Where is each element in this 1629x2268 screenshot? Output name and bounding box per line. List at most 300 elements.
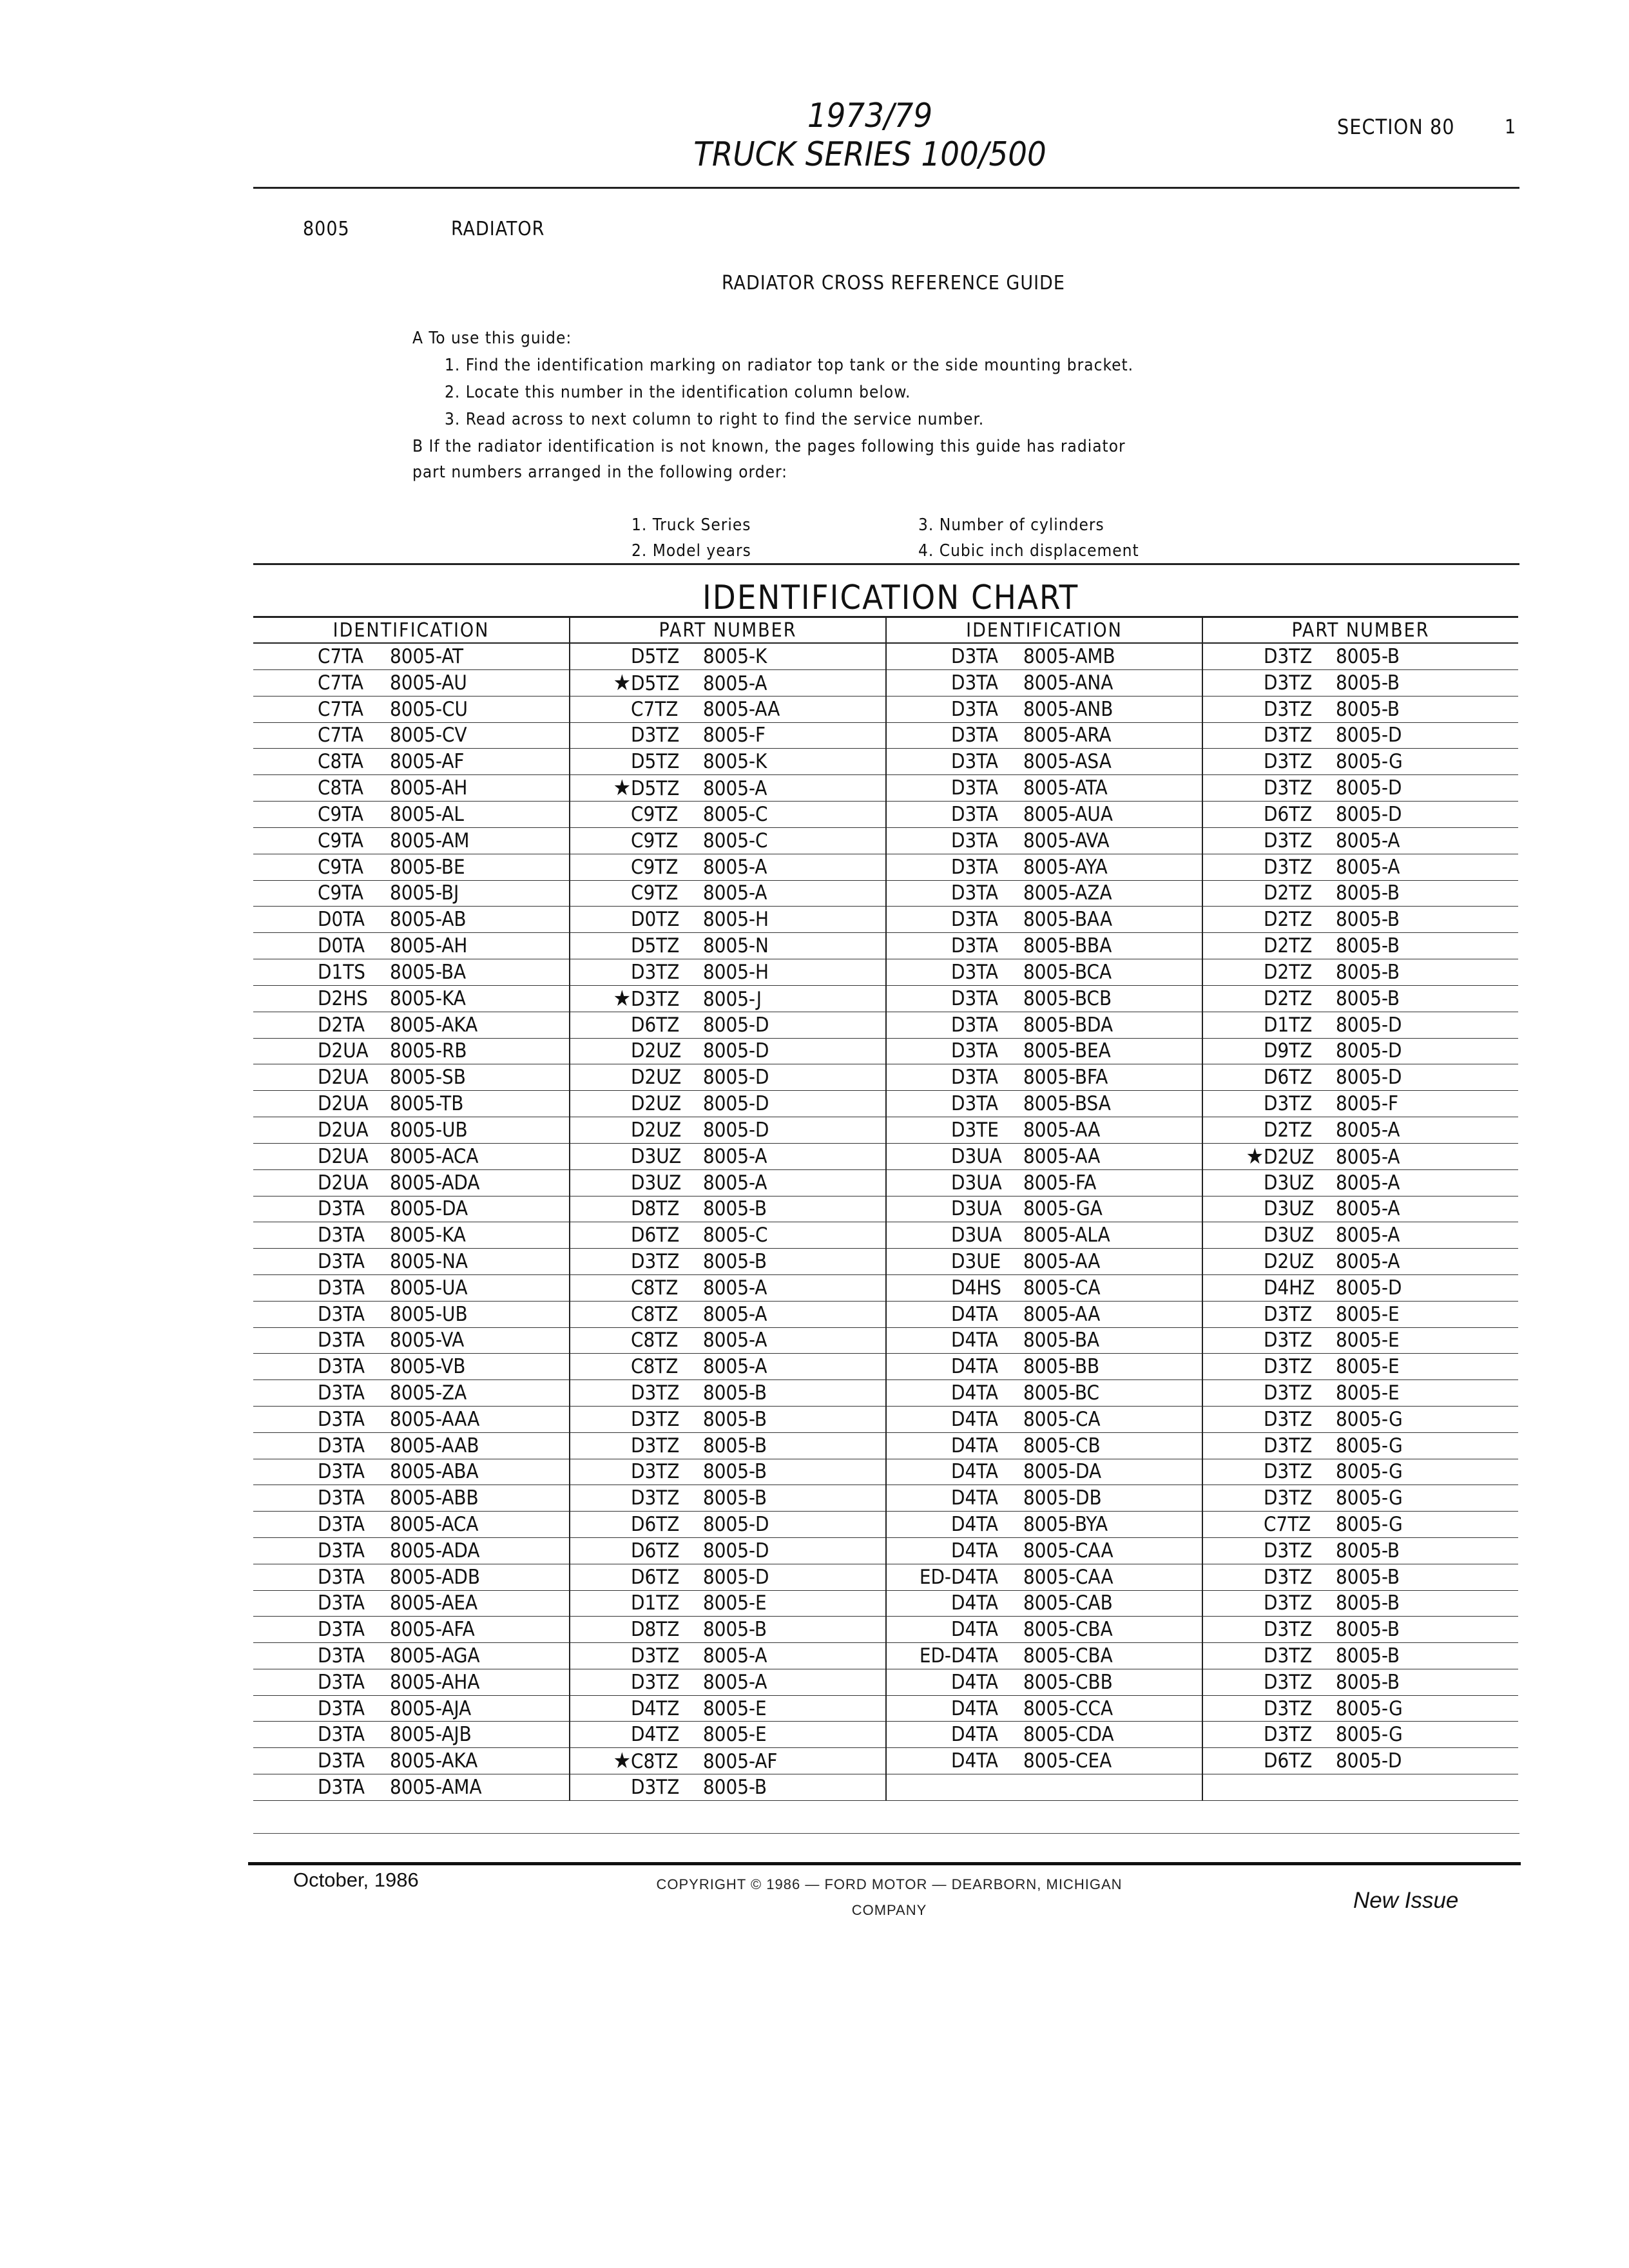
- part-number-code: D3TZ: [1264, 1486, 1313, 1510]
- part-number-cell: [1202, 1512, 1518, 1538]
- part-number-cell: [1202, 696, 1518, 722]
- part-number-cell: [1202, 854, 1518, 880]
- identification-suffix: 8005-AU: [390, 671, 467, 695]
- part-number-cell: [1202, 749, 1518, 775]
- guide-title: RADIATOR CROSS REFERENCE GUIDE: [722, 272, 1065, 294]
- identification-suffix: 8005-AAB: [390, 1434, 479, 1457]
- part-number-cell: [1202, 1117, 1518, 1143]
- part-number-suffix: 8005-C: [703, 1224, 768, 1247]
- part-number-cell: [570, 1091, 886, 1117]
- part-number-code: D2TZ: [1264, 908, 1313, 932]
- part-number-suffix: 8005-A: [703, 1644, 767, 1667]
- identification-code: D3TA: [318, 1302, 365, 1326]
- instruction-step-1: 1. Find the identification marking on radiator top tank or the side mounting bracket.: [445, 356, 1134, 375]
- part-number-suffix: 8005-B: [703, 1460, 767, 1484]
- part-number-cell: [570, 1038, 886, 1064]
- part-number-cell: [570, 1643, 886, 1669]
- part-number-suffix: 8005-A: [1336, 1118, 1400, 1142]
- order-item-1: 1. Truck Series: [631, 515, 751, 535]
- identification-suffix: 8005-AB: [390, 908, 467, 932]
- table-row: [253, 669, 1518, 696]
- part-number-suffix: 8005-D: [1336, 1749, 1402, 1773]
- identification-cell: [886, 1327, 1202, 1354]
- part-number-cell: [570, 669, 886, 696]
- identification-suffix: 8005-ADA: [390, 1171, 480, 1195]
- identification-suffix: 8005-RB: [390, 1039, 467, 1063]
- identification-code: D3TA: [951, 908, 998, 932]
- part-number-cell: [1202, 1617, 1518, 1643]
- part-number-cell: [1202, 1064, 1518, 1091]
- identification-cell: [886, 1091, 1202, 1117]
- identification-cell: [886, 1722, 1202, 1748]
- header-part-number-left: PART NUMBER: [570, 617, 886, 644]
- identification-suffix: 8005-CBA: [1023, 1644, 1113, 1667]
- identification-suffix: 8005-AF: [390, 750, 465, 774]
- identification-suffix: 8005-CEA: [1023, 1749, 1112, 1773]
- part-number-cell: [1202, 985, 1518, 1012]
- table-row: [253, 1354, 1518, 1380]
- identification-cell: [886, 1301, 1202, 1327]
- table-row: [253, 1774, 1518, 1801]
- identification-suffix: 8005-AYA: [1023, 855, 1108, 879]
- identification-suffix: 8005-GA: [1023, 1197, 1103, 1221]
- part-number-code: D3TZ: [631, 1460, 680, 1484]
- order-item-3: 3. Number of cylinders: [918, 515, 1104, 535]
- part-number-cell: [1202, 1301, 1518, 1327]
- table-row: [253, 1327, 1518, 1354]
- part-number-code: D4TZ: [631, 1723, 680, 1747]
- part-number-suffix: 8005-D: [1336, 1039, 1402, 1063]
- identification-suffix: 8005-AA: [1023, 1118, 1101, 1142]
- part-number-suffix: 8005-A: [703, 1302, 767, 1326]
- identification-suffix: 8005-CV: [390, 724, 467, 747]
- identification-code: D4TA: [951, 1670, 998, 1694]
- part-number-code: C8TZ: [631, 1750, 679, 1774]
- header-identification-right: IDENTIFICATION: [886, 617, 1202, 644]
- identification-code: D3TA: [951, 986, 998, 1010]
- part-number-suffix: 8005-D: [703, 1513, 769, 1536]
- table-row: [253, 1038, 1518, 1064]
- part-number-code: D8TZ: [631, 1618, 680, 1642]
- star-icon: ★: [613, 1748, 631, 1774]
- part-number-cell: [570, 1301, 886, 1327]
- identification-code: D1TS: [318, 960, 365, 984]
- part-number-suffix: 8005-D: [703, 1092, 769, 1116]
- identification-code: D3UE: [951, 1250, 1001, 1274]
- table-row: [253, 1143, 1518, 1169]
- part-number-suffix: 8005-E: [1336, 1302, 1400, 1326]
- part-number-suffix: 8005-A: [703, 777, 767, 801]
- identification-code: D3UA: [951, 1224, 1002, 1247]
- identification-cell: [253, 933, 570, 959]
- part-number-cell: [570, 1222, 886, 1249]
- table-row: [253, 802, 1518, 828]
- table-row: [253, 749, 1518, 775]
- identification-cell: [253, 1722, 570, 1748]
- part-number-cell: [1202, 1143, 1518, 1169]
- part-number-suffix: 8005-F: [703, 724, 766, 747]
- identification-cell: [253, 1354, 570, 1380]
- identification-code: D4TA: [951, 1618, 998, 1642]
- identification-code: D3TA: [318, 1407, 365, 1431]
- table-row: [253, 1406, 1518, 1432]
- part-number-suffix: 8005-D: [703, 1066, 769, 1090]
- identification-suffix: 8005-ZA: [390, 1381, 467, 1405]
- identification-code: D4TA: [951, 1591, 998, 1615]
- part-number-suffix: 8005-B: [1336, 960, 1400, 984]
- identification-suffix: 8005-AJB: [390, 1723, 472, 1747]
- part-number-code: D3TZ: [1264, 1670, 1313, 1694]
- table-row: [253, 1380, 1518, 1407]
- identification-cell: [886, 1380, 1202, 1407]
- part-number-suffix: 8005-G: [1336, 1407, 1403, 1431]
- part-number-code: D3TZ: [1264, 1092, 1313, 1116]
- part-number-cell: [570, 959, 886, 985]
- part-number-cell: [1202, 1590, 1518, 1617]
- part-number-code: D4HZ: [1264, 1276, 1315, 1300]
- identification-code: D2UA: [318, 1039, 369, 1063]
- instruction-b-line1: B If the radiator identification is not known, the pages following this guide has radiator: [412, 437, 1126, 456]
- part-number-cell: [1202, 1380, 1518, 1407]
- identification-code: D4TA: [951, 1486, 998, 1510]
- table-row: [253, 1643, 1518, 1669]
- part-number-cell: [1202, 1564, 1518, 1590]
- identification-cell: [886, 1143, 1202, 1169]
- part-number-suffix: 8005-B: [1336, 881, 1400, 905]
- chart-bottom-rule: [253, 1833, 1519, 1834]
- identification-chart: [253, 616, 1518, 1801]
- part-number-cell: [1202, 643, 1518, 669]
- identification-suffix: 8005-BEA: [1023, 1039, 1111, 1063]
- part-number-suffix: 8005-E: [1336, 1329, 1400, 1352]
- identification-cell: [253, 1774, 570, 1801]
- part-number-suffix: 8005-AA: [703, 697, 780, 721]
- part-number-code: D6TZ: [631, 1224, 680, 1247]
- identification-code: D3TA: [318, 1591, 365, 1615]
- identification-cell: [886, 1354, 1202, 1380]
- part-number-cell: [570, 1327, 886, 1354]
- part-number-suffix: 8005-B: [1336, 697, 1400, 721]
- part-number-code: D8TZ: [631, 1197, 680, 1221]
- identification-suffix: 8005-BFA: [1023, 1066, 1108, 1090]
- part-number-suffix: 8005-A: [703, 1276, 767, 1300]
- part-number-cell: [1202, 802, 1518, 828]
- part-number-code: D2UZ: [631, 1092, 682, 1116]
- identification-suffix: 8005-AH: [390, 934, 468, 958]
- part-number-code: D3TZ: [1264, 1723, 1313, 1747]
- identification-code: D2UA: [318, 1144, 369, 1168]
- table-row: [253, 1485, 1518, 1512]
- part-number-code: C9TZ: [631, 829, 679, 852]
- part-number-suffix: 8005-C: [703, 829, 768, 852]
- identification-cell: [886, 1537, 1202, 1564]
- part-number-code: D1TZ: [1264, 1013, 1313, 1037]
- part-number-cell: [570, 880, 886, 907]
- table-row: [253, 1669, 1518, 1695]
- identification-suffix: 8005-CA: [1023, 1407, 1101, 1431]
- part-number-cell: [570, 1380, 886, 1407]
- identification-suffix: 8005-ACA: [390, 1144, 479, 1168]
- part-number-code: D3TZ: [1264, 1591, 1313, 1615]
- part-number-code: D2UZ: [1264, 1250, 1315, 1274]
- part-number-cell: [570, 907, 886, 933]
- part-number-cell: [570, 933, 886, 959]
- identification-code: D3TA: [318, 1696, 365, 1720]
- table-row: [253, 854, 1518, 880]
- identification-code: D4TA: [951, 1329, 998, 1352]
- identification-cell: [886, 985, 1202, 1012]
- identification-code: D0TA: [318, 934, 365, 958]
- identification-suffix: 8005-VA: [390, 1329, 465, 1352]
- part-number-suffix: 8005-B: [703, 1197, 767, 1221]
- part-number-suffix: 8005-B: [1336, 1670, 1400, 1694]
- part-number-cell: [1202, 1327, 1518, 1354]
- identification-suffix: 8005-AM: [390, 829, 470, 852]
- part-number-code: D5TZ: [631, 750, 680, 774]
- identification-suffix: 8005-ALA: [1023, 1224, 1110, 1247]
- identification-cell: [886, 1669, 1202, 1695]
- identification-suffix: 8005-CAA: [1023, 1565, 1113, 1589]
- part-number-code: D0TZ: [631, 908, 680, 932]
- identification-code: D3TA: [951, 724, 998, 747]
- identification-cell: [886, 1590, 1202, 1617]
- identification-prefix: ED-: [919, 1565, 951, 1589]
- identification-code: C7TA: [318, 697, 363, 721]
- part-number-suffix: 8005-K: [703, 750, 767, 774]
- identification-cell: [886, 775, 1202, 802]
- identification-suffix: 8005-FA: [1023, 1171, 1097, 1195]
- table-row: [253, 1249, 1518, 1275]
- identification-cell: [886, 1274, 1202, 1301]
- identification-code: C9TA: [318, 881, 363, 905]
- identification-suffix: 8005-AA: [1023, 1250, 1101, 1274]
- part-number-cell: [1202, 1038, 1518, 1064]
- identification-cell: [253, 696, 570, 722]
- part-number-code: D3TZ: [1264, 1460, 1313, 1484]
- identification-cell: [253, 1485, 570, 1512]
- identification-cell: [253, 1222, 570, 1249]
- section-label: SECTION 80: [1337, 115, 1455, 139]
- part-number-suffix: 8005-G: [1336, 1696, 1403, 1720]
- identification-cell: [253, 1617, 570, 1643]
- identification-code: D4TA: [951, 1460, 998, 1484]
- identification-cell: [253, 1196, 570, 1222]
- identification-code: D3TA: [318, 1276, 365, 1300]
- identification-suffix: 8005-BYA: [1023, 1513, 1108, 1536]
- part-number-code: C9TZ: [631, 881, 679, 905]
- identification-code: D4TA: [951, 1723, 998, 1747]
- identification-suffix: 8005-ABB: [390, 1486, 479, 1510]
- part-number-suffix: 8005-G: [1336, 1723, 1403, 1747]
- identification-cell: [886, 1064, 1202, 1091]
- table-row: [253, 1196, 1518, 1222]
- part-number-code: D3TZ: [1264, 1696, 1313, 1720]
- identification-cell: [253, 1564, 570, 1590]
- part-number-code: D3TZ: [631, 960, 680, 984]
- part-number-code: C8TZ: [631, 1355, 679, 1379]
- part-number-cell: [570, 1722, 886, 1748]
- part-number-cell: [1202, 1485, 1518, 1512]
- part-number-code: D3TZ: [1264, 697, 1313, 721]
- identification-suffix: 8005-UB: [390, 1118, 468, 1142]
- part-number-suffix: 8005-B: [1336, 934, 1400, 958]
- table-row: [253, 1222, 1518, 1249]
- order-item-2: 2. Model years: [631, 541, 751, 561]
- identification-cell: [253, 749, 570, 775]
- identification-cell: [886, 1196, 1202, 1222]
- table-row: [253, 722, 1518, 749]
- part-number-cell: [1202, 1169, 1518, 1196]
- copyright-line-2: COMPANY: [851, 1902, 927, 1918]
- part-number-code: D3UZ: [1264, 1224, 1315, 1247]
- identification-cell: [253, 827, 570, 854]
- identification-code: D4TA: [951, 1513, 998, 1536]
- part-number-cell: [570, 1669, 886, 1695]
- part-number-cell: [1202, 1091, 1518, 1117]
- part-number-cell: [1202, 775, 1518, 802]
- identification-code: D3TA: [951, 1092, 998, 1116]
- part-number-suffix: 8005-D: [703, 1118, 769, 1142]
- part-number-cell: [570, 1012, 886, 1038]
- part-number-suffix: 8005-A: [1336, 1197, 1400, 1221]
- footer-copyright: [612, 1872, 1166, 1923]
- identification-cell: [253, 643, 570, 669]
- identification-suffix: 8005-AMB: [1023, 644, 1115, 668]
- table-row: [253, 985, 1518, 1012]
- part-number-suffix: 8005-A: [703, 1355, 767, 1379]
- identification-suffix: 8005-AFA: [390, 1618, 475, 1642]
- identification-cell: [253, 1249, 570, 1275]
- identification-cell: [886, 1432, 1202, 1459]
- identification-cell: [886, 643, 1202, 669]
- table-row: [253, 1512, 1518, 1538]
- identification-suffix: 8005-AKA: [390, 1013, 478, 1037]
- part-number-suffix: 8005-B: [1336, 1565, 1400, 1589]
- part-number-code: D6TZ: [1264, 1749, 1313, 1773]
- identification-suffix: 8005-AL: [390, 803, 464, 827]
- identification-cell: [253, 722, 570, 749]
- part-number-code: D5TZ: [631, 644, 680, 668]
- part-number-cell: [1202, 1354, 1518, 1380]
- identification-code: D3TA: [318, 1723, 365, 1747]
- identification-code: D4TA: [951, 1381, 998, 1405]
- identification-cell: [886, 1249, 1202, 1275]
- identification-cell: [253, 1590, 570, 1617]
- identification-code: C9TA: [318, 803, 363, 827]
- part-number-cell: [570, 1354, 886, 1380]
- identification-suffix: 8005-NA: [390, 1250, 468, 1274]
- identification-code: D4TA: [951, 1302, 998, 1326]
- part-number-cell: [1202, 959, 1518, 985]
- identification-cell: [253, 1695, 570, 1722]
- identification-code: D4TA: [951, 1539, 998, 1562]
- part-number-suffix: 8005-E: [1336, 1355, 1400, 1379]
- part-number-suffix: 8005-A: [703, 671, 767, 695]
- part-number-code: D2TZ: [1264, 881, 1313, 905]
- part-number-suffix: 8005-D: [703, 1013, 769, 1037]
- identification-suffix: 8005-AJA: [390, 1696, 472, 1720]
- part-number-cell: [1202, 1012, 1518, 1038]
- header-identification-left: IDENTIFICATION: [253, 617, 570, 644]
- part-number-code: C7TZ: [631, 697, 679, 721]
- table-row: [253, 643, 1518, 669]
- identification-suffix: 8005-SB: [390, 1066, 466, 1090]
- identification-cell: [253, 854, 570, 880]
- identification-suffix: 8005-AEA: [390, 1591, 478, 1615]
- identification-code: D4TA: [951, 1644, 998, 1667]
- part-number-suffix: 8005-B: [703, 1776, 767, 1800]
- identification-code: C7TA: [318, 724, 363, 747]
- identification-code: D2UA: [318, 1066, 369, 1090]
- part-number-code: D3TZ: [631, 1250, 680, 1274]
- part-number-code: D6TZ: [1264, 803, 1313, 827]
- part-number-suffix: 8005-D: [1336, 776, 1402, 800]
- identification-cell: [253, 1012, 570, 1038]
- header-year: 1973/79: [807, 97, 933, 135]
- part-number-cell: [1202, 1196, 1518, 1222]
- part-number-cell: [1202, 1537, 1518, 1564]
- part-number-cell: [570, 1249, 886, 1275]
- identification-suffix: 8005-DA: [390, 1197, 468, 1221]
- identification-code: D3TA: [951, 1066, 998, 1090]
- part-number-code: D6TZ: [631, 1513, 680, 1536]
- identification-suffix: 8005-UA: [390, 1276, 468, 1300]
- part-number-code: D3TZ: [631, 1670, 680, 1694]
- table-row: [253, 827, 1518, 854]
- part-number-cell: [570, 1196, 886, 1222]
- identification-suffix: 8005-AGA: [390, 1644, 480, 1667]
- table-row: [253, 1564, 1518, 1590]
- part-number-code: D3TZ: [1264, 1618, 1313, 1642]
- identification-code: D3TA: [951, 697, 998, 721]
- identification-suffix: 8005-ANB: [1023, 697, 1113, 721]
- part-number-suffix: 8005-B: [1336, 908, 1400, 932]
- table-row: [253, 1432, 1518, 1459]
- identification-cell: [886, 1406, 1202, 1432]
- part-number-suffix: 8005-D: [1336, 724, 1402, 747]
- identification-code: C9TA: [318, 855, 363, 879]
- part-number-cell: [570, 1590, 886, 1617]
- table-row: [253, 933, 1518, 959]
- part-number-suffix: 8005-K: [703, 644, 767, 668]
- identification-suffix: 8005-AVA: [1023, 829, 1110, 852]
- header-rule: [253, 187, 1519, 189]
- identification-suffix: 8005-AMA: [390, 1776, 482, 1800]
- part-number-cell: [570, 775, 886, 802]
- part-number-cell: [570, 854, 886, 880]
- identification-code: D3TA: [951, 934, 998, 958]
- part-number-code: D3TZ: [1264, 855, 1313, 879]
- part-number-code: D3TZ: [631, 1486, 680, 1510]
- part-number-code: D3UZ: [1264, 1197, 1315, 1221]
- identification-suffix: 8005-AT: [390, 644, 464, 668]
- part-number-suffix: 8005-A: [703, 881, 767, 905]
- part-number-suffix: 8005-B: [1336, 1539, 1400, 1562]
- part-number-cell: [570, 1169, 886, 1196]
- part-number-code: C8TZ: [631, 1276, 679, 1300]
- identification-cell: [886, 1748, 1202, 1774]
- identification-cell: [253, 669, 570, 696]
- identification-suffix: 8005-CAB: [1023, 1591, 1113, 1615]
- part-number-code: D2UZ: [631, 1039, 682, 1063]
- part-number-suffix: 8005-H: [703, 908, 769, 932]
- header-series: TRUCK SERIES 100/500: [693, 135, 1046, 174]
- identification-code: D3TA: [318, 1776, 365, 1800]
- identification-code: C9TA: [318, 829, 363, 852]
- identification-cell: [886, 1617, 1202, 1643]
- identification-suffix: 8005-CAA: [1023, 1539, 1113, 1562]
- part-number-cell: [1202, 907, 1518, 933]
